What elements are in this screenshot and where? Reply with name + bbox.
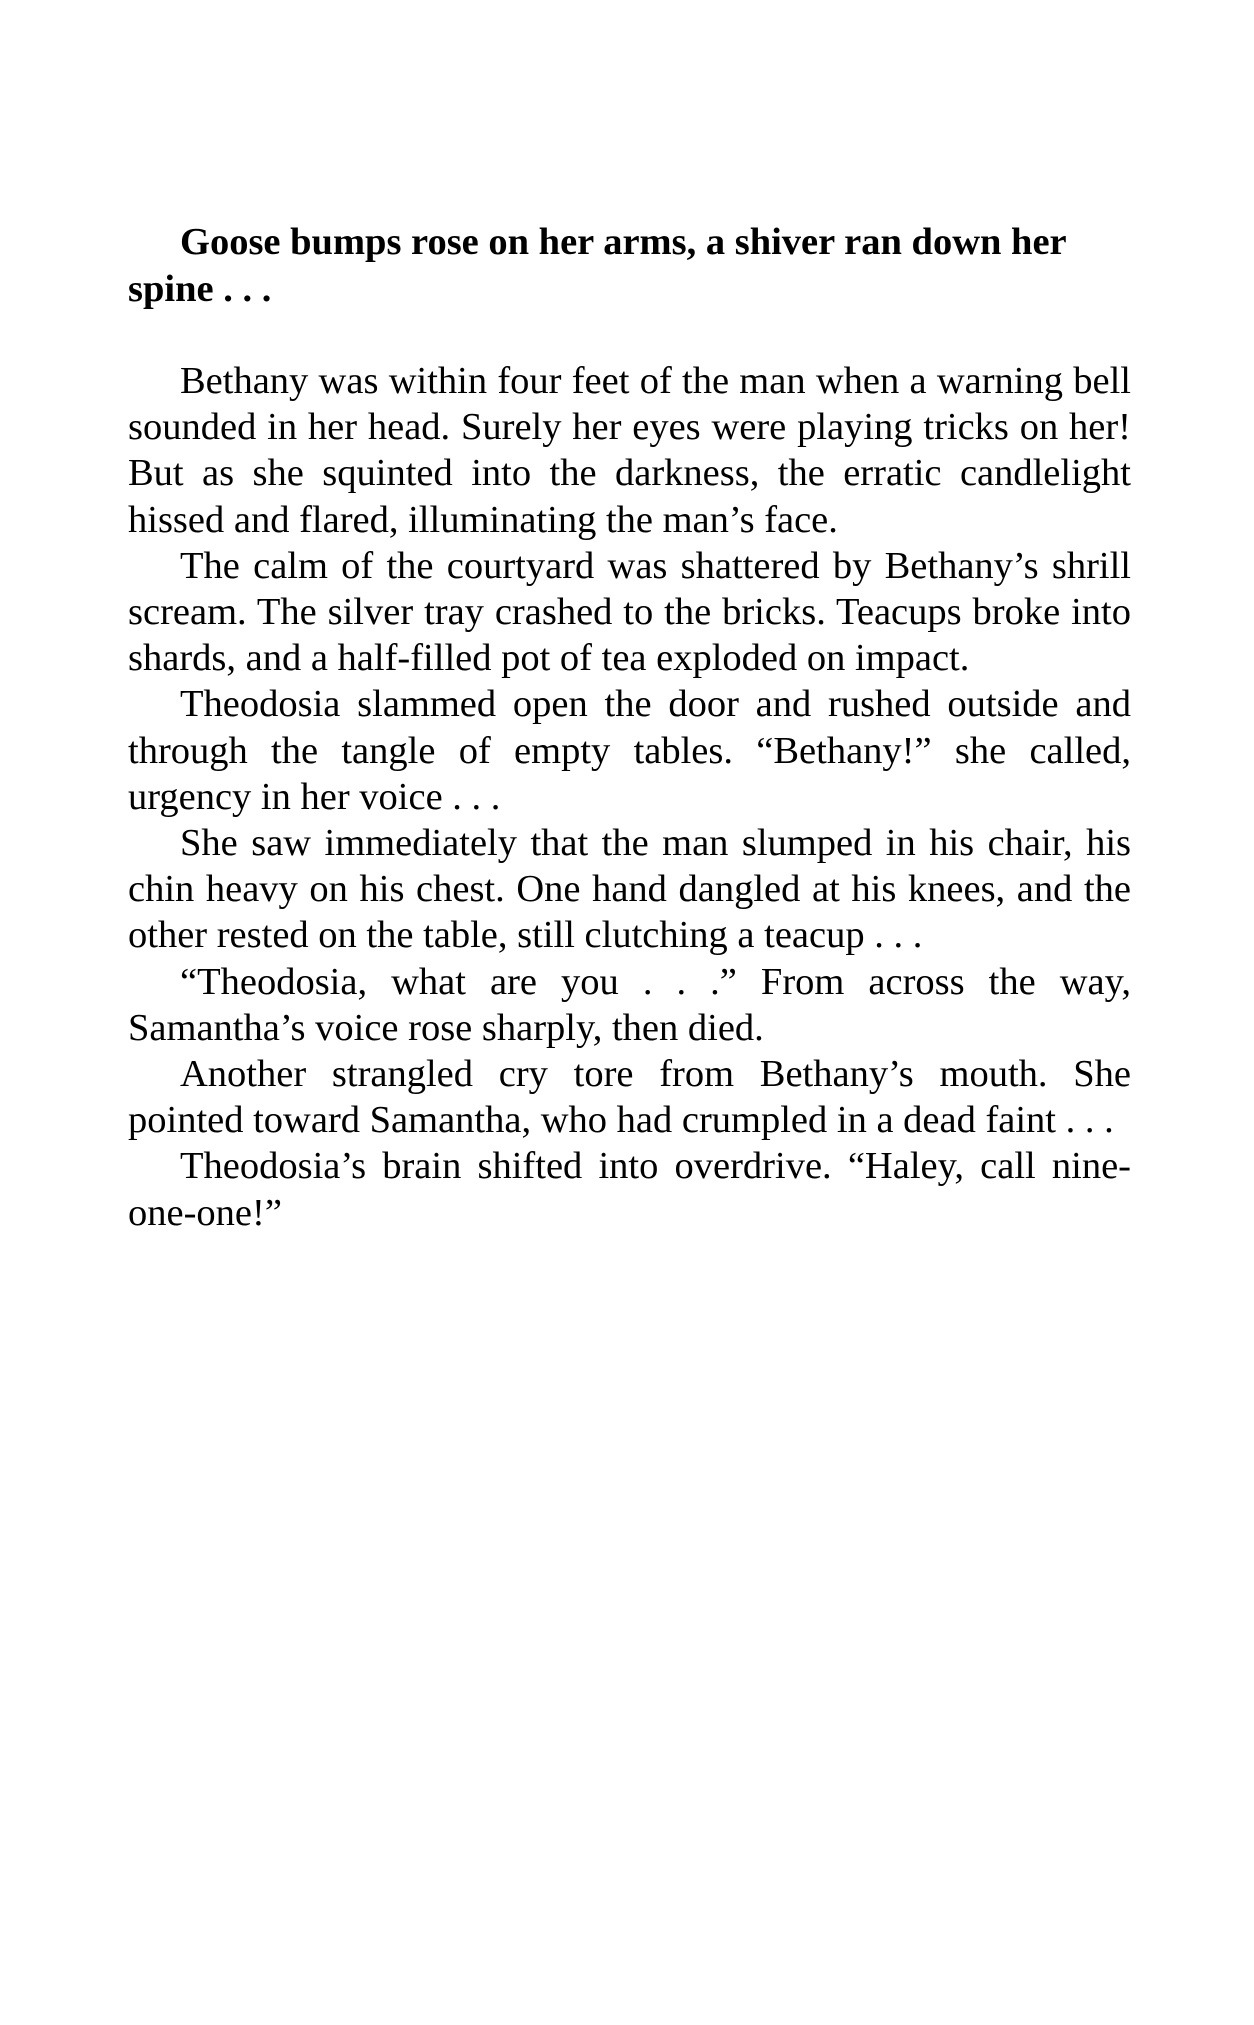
teaser-heading: Goose bumps rose on her arms, a shiver ran down her spine . . . [128,221,1066,310]
paragraph-6: Another strangled cry tore from Bethany’s mouth. She pointed toward Samantha, who had crumpled in a dead faint . . . [128,1053,1131,1142]
paragraph-1: Bethany was within four feet of the man when a warning bell sounded in her head. Surely her eyes were playing tricks on her! But as she squinted into the darkness, the erratic candlelight hissed and flared, illuminating the man’s face. [128,360,1131,541]
paragraph-7: Theodosia’s brain shifted into overdrive. “Haley, call nine-one-one!” [128,1145,1131,1234]
paragraph-4: She saw immediately that the man slumped in his chair, his chin heavy on his chest. One hand dangled at his knees, and the other rested on the table, still clutching a teacup . . . [128,822,1131,957]
paragraph-5: “Theodosia, what are you . . .” From across the way, Samantha’s voice rose sharply, then died. [128,960,1131,1049]
paragraph-3: Theodosia slammed open the door and rushed outside and through the tangle of empty tables. “Bethany!” she called, urgency in her voice . . . [128,683,1131,818]
book-page [128,219,1131,1236]
paragraph-2: The calm of the courtyard was shattered by Bethany’s shrill scream. The silver tray crashed to the bricks. Teacups broke into shards, and a half-filled pot of tea exploded on impact. [128,544,1131,680]
